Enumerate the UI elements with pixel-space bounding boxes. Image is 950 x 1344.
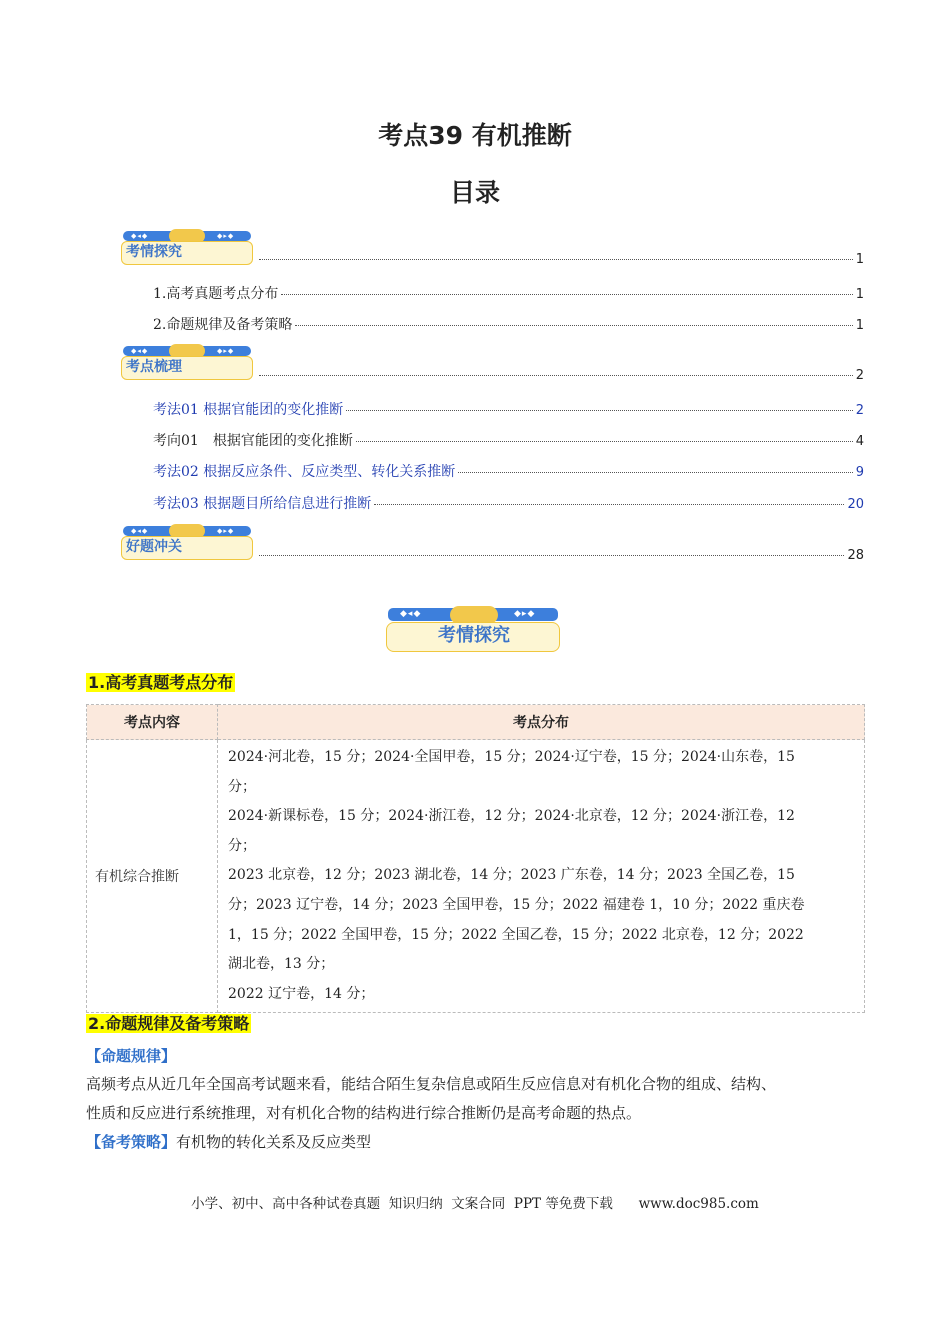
- strategy-label: 【备考策略】: [86, 1133, 177, 1151]
- rule-paragraph: [86, 1070, 876, 1128]
- toc-item-1[interactable]: [153, 283, 864, 303]
- toc-page-number: 2: [855, 368, 864, 383]
- toc-item-label: 考向01 根据官能团的变化推断: [153, 433, 353, 449]
- toc-page-number: 28: [847, 548, 864, 563]
- paragraph-line: 高频考点从近几年全国高考试题来看，能结合陌生复杂信息或陌生反应信息对有机化合物的组成、结构、: [86, 1075, 777, 1093]
- table-header-content: 考点内容: [87, 705, 218, 740]
- toc-item-4[interactable]: [153, 430, 864, 450]
- distribution-line: 1，15 分；2022 全国甲卷，15 分；2022 全国乙卷，15 分；2022 北京卷，12 分；2022: [228, 926, 804, 943]
- toc-item-label: 1.高考真题考点分布: [153, 286, 279, 302]
- toc-row-practice[interactable]: [256, 548, 864, 568]
- rule-label: 【命题规律】: [86, 1047, 177, 1065]
- distribution-line: 2023 北京卷，12 分；2023 湖北卷，14 分；2023 广东卷，14 分；2023 全国乙卷，15: [228, 867, 795, 884]
- section-badge-explore: ◆◂◆ ◆▸◆ 考情探究: [386, 606, 562, 652]
- toc-row-explore[interactable]: [256, 252, 864, 272]
- badge-label: 考情探究: [126, 244, 182, 260]
- toc-page-number: 20: [847, 497, 864, 512]
- strategy-line: [86, 1128, 371, 1157]
- table-cell-distribution: [218, 740, 865, 1013]
- toc-page-number: 1: [855, 287, 864, 302]
- badge-label: 好题冲关: [126, 539, 182, 555]
- distribution-line: 湖北卷，13 分；: [228, 956, 335, 973]
- toc-item-5[interactable]: [153, 461, 864, 481]
- toc-page-number: 4: [855, 434, 864, 449]
- distribution-line: 分；: [228, 837, 256, 854]
- toc-item-3[interactable]: [153, 399, 864, 419]
- page-footer: 小学、初中、高中各种试卷真题 知识归纳 文案合同 PPT 等免费下载 www.doc985.com: [191, 1196, 759, 1212]
- section-heading-distribution: 1.高考真题考点分布: [88, 673, 234, 692]
- toc-page-number: 2: [855, 403, 864, 418]
- table-cell-topic: 有机综合推断: [87, 740, 218, 1013]
- exam-distribution-table: [86, 704, 865, 1013]
- distribution-line: 2024·河北卷，15 分；2024·全国甲卷，15 分；2024·辽宁卷，15 分；2024·山东卷，15: [228, 749, 795, 765]
- toc-page-number: 1: [855, 252, 864, 267]
- badge-practice: ◆◂◆ ◆▸◆ 好题冲关: [121, 524, 253, 560]
- section-heading-strategy: 2.命题规律及备考策略: [88, 1014, 250, 1033]
- badge-sort: ◆◂◆ ◆▸◆ 考点梳理: [121, 344, 253, 380]
- toc-item-label: 考法03 根据题目所给信息进行推断: [153, 496, 372, 512]
- badge-explore: ◆◂◆ ◆▸◆ 考情探究: [121, 229, 253, 265]
- toc-item-6[interactable]: [153, 493, 864, 513]
- badge-label: 考点梳理: [126, 359, 182, 375]
- toc-item-label: 考法02 根据反应条件、反应类型、转化关系推断: [153, 464, 456, 480]
- toc-row-sort[interactable]: [256, 368, 864, 388]
- distribution-line: 分；2023 辽宁卷，14 分；2023 全国甲卷，15 分；2022 福建卷 1，10 分；2022 重庆卷: [228, 896, 805, 913]
- toc-item-2[interactable]: [153, 314, 864, 334]
- toc-heading: 目录: [449, 178, 500, 207]
- document-title: 考点39 有机推断: [378, 121, 572, 150]
- distribution-line: 分；: [228, 778, 256, 795]
- distribution-line: 2022 辽宁卷，14 分；: [228, 985, 375, 1002]
- strategy-text: 有机物的转化关系及反应类型: [176, 1133, 372, 1151]
- table-header-row: [87, 705, 865, 740]
- distribution-line: 2024·新课标卷，15 分；2024·浙江卷，12 分；2024·北京卷，12 分；2024·浙江卷，12: [228, 808, 795, 825]
- table-row: [87, 740, 865, 1013]
- toc-item-label: 考法01 根据官能团的变化推断: [153, 402, 344, 418]
- toc-item-label: 2.命题规律及备考策略: [153, 317, 293, 333]
- table-header-distribution: 考点分布: [218, 705, 865, 740]
- badge-label: 考情探究: [438, 625, 510, 646]
- toc-page-number: 9: [855, 465, 864, 480]
- paragraph-line: 性质和反应进行系统推理，对有机化合物的结构进行综合推断仍是高考命题的热点。: [86, 1104, 642, 1122]
- toc-page-number: 1: [855, 318, 864, 333]
